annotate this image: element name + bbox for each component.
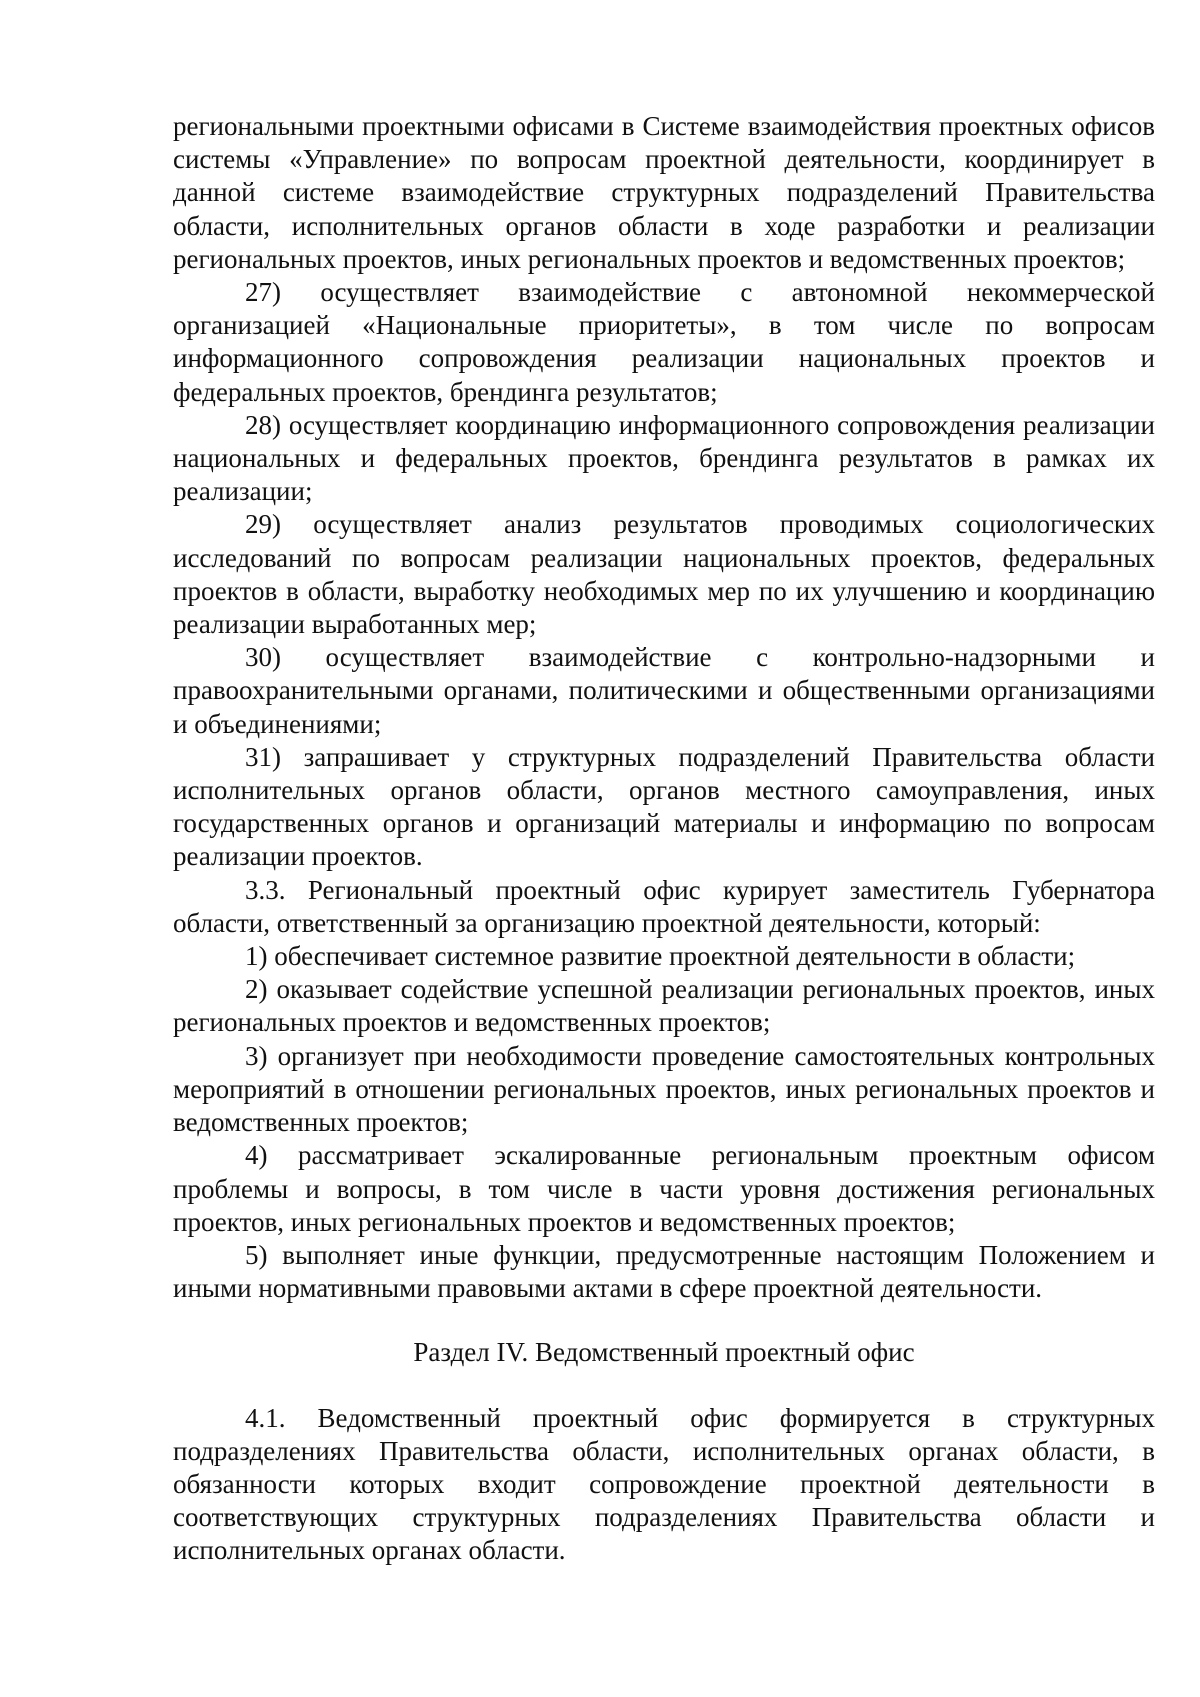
- clause-3-3-item-2: 2) оказывает содействие успешной реализации региональных проектов, иных региональных проектов и ведомственных проектов;: [173, 974, 1155, 1038]
- clause-3-3: 3.3. Региональный проектный офис курирует заместитель Губернатора области, ответственный за организацию проектной деятельности, который:: [173, 874, 1155, 938]
- item-27: 27) осуществляет взаимодействие с автономной некоммерческой организацией «Национальные приоритеты», в том числе по вопросам информационного сопровождения реализации национальных проектов и федеральных проектов, брендинга результатов;: [173, 277, 1155, 407]
- continuation-paragraph: региональными проектными офисами в Системе взаимодействия проектных офисов системы «Управление» по вопросам проектной деятельности, координирует в данной системе взаимодействие структурных подразделений Правительства области, исполнительных органов области в ходе разработки и реализации региональных проектов, иных региональных проектов и ведомственных проектов;: [173, 111, 1155, 274]
- item-31: 31) запрашивает у структурных подразделений Правительства области исполнительных органов области, органов местного самоуправления, иных государственных органов и организаций материалы и информацию по вопросам реализации проектов.: [173, 741, 1155, 872]
- item-28: 28) осуществляет координацию информационного сопровождения реализации национальных и федеральных проектов, брендинга результатов в рамках их реализации;: [173, 409, 1155, 507]
- document-page: [173, 110, 1155, 1568]
- clause-3-3-item-5: 5) выполняет иные функции, предусмотренные настоящим Положением и иными нормативными правовыми актами в сфере проектной деятельности.: [173, 1239, 1155, 1304]
- clause-3-3-item-4: 4) рассматривает эскалированные региональным проектным офисом проблемы и вопросы, в том числе в части уровня достижения региональных проектов, иных региональных проектов и ведомственных проектов;: [173, 1140, 1155, 1237]
- clause-3-3-item-3: 3) организует при необходимости проведение самостоятельных контрольных мероприятий в отношении региональных проектов, иных региональных проектов и ведомственных проектов;: [173, 1040, 1155, 1138]
- item-29: 29) осуществляет анализ результатов проводимых социологических исследований по вопросам реализации национальных проектов, федеральных проектов в области, выработку необходимых мер по их улучшению и координацию реализации выработанных мер;: [173, 509, 1155, 640]
- section-heading: Раздел IV. Ведомственный проектный офис: [413, 1337, 915, 1368]
- clause-3-3-item-1: 1) обеспечивает системное развитие проектной деятельности в области;: [245, 941, 1076, 972]
- item-30: 30) осуществляет взаимодействие с контрольно-надзорными и правоохранительными органами, политическими и общественными организациями и объединениями;: [173, 642, 1155, 739]
- clause-4-1: 4.1. Ведомственный проектный офис формируется в структурных подразделениях Правительства области, исполнительных органах области, в обязанности которых входит сопровождение проектной деятельности в соответствующих структурных подразделениях Правительства области и исполнительных органах области.: [173, 1402, 1155, 1566]
